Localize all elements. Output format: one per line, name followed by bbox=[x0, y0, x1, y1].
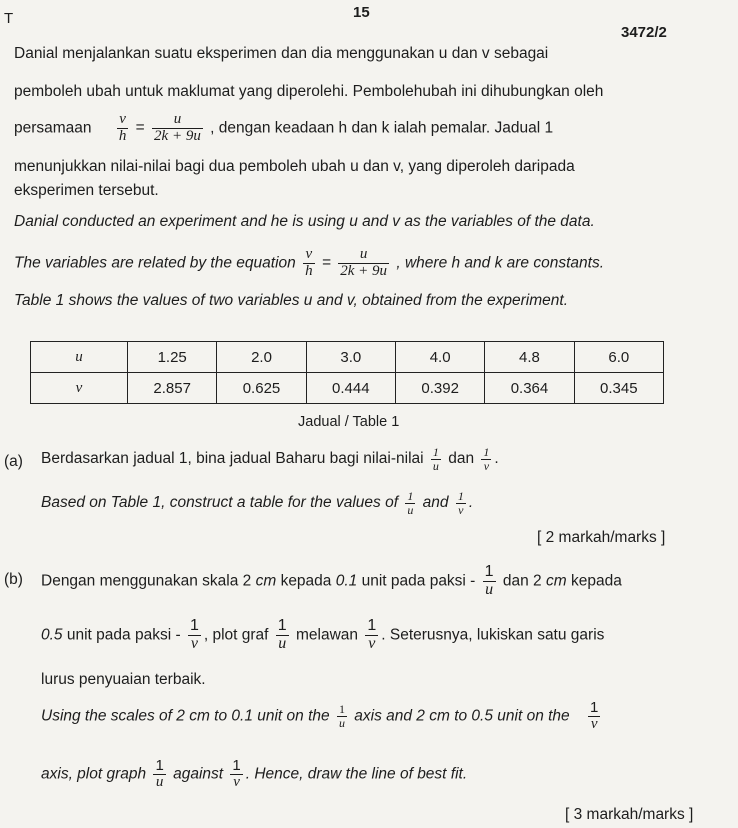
table-cell-label-v: v bbox=[31, 373, 128, 404]
intro-en-line2 bbox=[14, 247, 604, 280]
intro-en-line2-a: The variables are related by the equation bbox=[14, 254, 296, 272]
part-b-ms1-a: Dengan menggunakan skala 2 bbox=[41, 572, 252, 590]
corner-mark: T bbox=[4, 10, 14, 27]
part-b-en1-a: Using the scales of 2 cm to 0.1 unit on the bbox=[41, 707, 330, 725]
part-b-en-line2 bbox=[41, 758, 467, 791]
table-row-u bbox=[31, 342, 664, 373]
part-a-en-text: Based on Table 1, construct a table for the values of bbox=[41, 494, 399, 512]
table-cell: 2.857 bbox=[128, 373, 217, 404]
intro-ms-line2: pemboleh ubah untuk maklumat yang diperolehi. Pembolehubah ini dihubungkan oleh bbox=[14, 83, 604, 100]
intro-ms-line5: eksperimen tersebut. bbox=[14, 182, 159, 199]
frac-1-over-u: $\frac{1}{u}$ bbox=[407, 489, 414, 517]
part-b-ms1-b: kepada bbox=[280, 572, 332, 590]
part-b-ms-line3: lurus penyuaian terbaik. bbox=[41, 671, 206, 688]
paper-code: 3472/2 bbox=[621, 24, 667, 41]
table-cell: 3.0 bbox=[306, 342, 395, 373]
eq-en-rhs-num: u bbox=[338, 247, 389, 264]
equation-ms bbox=[114, 111, 210, 144]
data-table bbox=[30, 341, 664, 404]
part-b-ms2-a: 0.5 bbox=[41, 626, 63, 644]
table-cell: 0.345 bbox=[574, 373, 663, 404]
part-b-en2-a: axis, plot graph bbox=[41, 765, 147, 783]
part-b-ms2-e: . Seterusnya, lukiskan satu garis bbox=[381, 626, 605, 644]
frac-1-over-v: $\frac{1}{v}$ bbox=[367, 617, 377, 652]
eq-lhs-num: v bbox=[117, 112, 129, 129]
table-cell-label-u: u bbox=[31, 342, 128, 373]
intro-ms-line1: Danial menjalankan suatu eksperimen dan dia menggunakan u dan v sebagai bbox=[14, 45, 549, 62]
table-cell: 0.392 bbox=[395, 373, 484, 404]
part-a-en-period: . bbox=[468, 494, 474, 512]
eq-lhs-den: h bbox=[118, 127, 127, 144]
part-b-ms-line1 bbox=[41, 564, 622, 599]
eq-en-lhs-num: v bbox=[303, 247, 315, 264]
table-cell: 4.0 bbox=[395, 342, 484, 373]
page-number: 15 bbox=[353, 4, 370, 21]
intro-ms-line3-a: persamaan bbox=[14, 119, 92, 137]
part-a-en bbox=[41, 490, 473, 516]
eq-rhs-num: u bbox=[152, 112, 203, 129]
frac-1-over-u: $\frac{1}{u}$ bbox=[277, 617, 287, 652]
intro-en-line1: Danial conducted an experiment and he is using u and v as the variables of the data. bbox=[14, 213, 595, 230]
table-cell: 0.444 bbox=[306, 373, 395, 404]
part-b-en1-b: axis and 2 cm to 0.5 unit on the bbox=[354, 707, 570, 725]
table-cell: 2.0 bbox=[217, 342, 306, 373]
part-b-ms2-b: unit pada paksi - bbox=[66, 626, 181, 644]
part-a-ms-text: Berdasarkan jadual 1, bina jadual Baharu bagi nilai-nilai bbox=[41, 450, 424, 468]
table-cell: 0.625 bbox=[217, 373, 306, 404]
part-a-ms-dan: dan bbox=[448, 450, 475, 468]
part-b-ms2-c: , plot graf bbox=[203, 626, 269, 644]
part-b-en2-c: . Hence, draw the line of best fit. bbox=[245, 765, 468, 783]
part-a-marks: [ 2 markah/marks ] bbox=[537, 529, 666, 546]
part-a-label: (a) bbox=[4, 453, 23, 470]
frac-1-over-u: $\frac{1}{u}$ bbox=[155, 757, 164, 790]
part-b-en2-b: against bbox=[173, 765, 224, 783]
part-b-ms1-f: cm bbox=[546, 572, 567, 590]
part-b-ms2-d: melawan bbox=[296, 626, 359, 644]
part-b-label: (b) bbox=[4, 571, 23, 588]
table-caption: Jadual / Table 1 bbox=[298, 414, 400, 430]
part-b-ms1-d: unit pada paksi - bbox=[361, 572, 476, 590]
part-b-ms1-cm: cm bbox=[255, 572, 277, 590]
intro-ms-line3 bbox=[14, 112, 553, 145]
table-cell: 1.25 bbox=[128, 342, 217, 373]
eq-en-lhs-den: h bbox=[305, 262, 313, 279]
table-cell: 4.8 bbox=[485, 342, 574, 373]
part-b-en-line1 bbox=[41, 700, 603, 733]
eq-equals: = bbox=[135, 119, 145, 137]
frac-1-over-v: $\frac{1}{v}$ bbox=[590, 699, 599, 732]
intro-en-line3: Table 1 shows the values of two variables u and v, obtained from the experiment. bbox=[14, 292, 569, 309]
table-row-v bbox=[31, 373, 664, 404]
eq-rhs-den: 2k + 9u bbox=[154, 127, 201, 144]
part-b-ms-line2 bbox=[41, 618, 604, 653]
frac-1-over-u: $\frac{1}{u}$ bbox=[338, 702, 345, 730]
intro-en-line2-b: , where h and k are constants. bbox=[396, 254, 605, 272]
part-b-ms1-g: kepada bbox=[570, 572, 622, 590]
eq-en-rhs-den: 2k + 9u bbox=[340, 262, 388, 279]
frac-1-over-v: $\frac{1}{v}$ bbox=[232, 757, 241, 790]
part-a-ms-period: . bbox=[494, 450, 499, 468]
frac-1-over-u: $\frac{1}{u}$ bbox=[484, 563, 494, 598]
part-a-ms bbox=[41, 446, 499, 472]
eq-en-equals: = bbox=[321, 254, 331, 272]
part-a-en-and: and bbox=[422, 494, 449, 512]
frac-1-over-v: $\frac{1}{v}$ bbox=[457, 489, 464, 517]
part-b-ms1-c: 0.1 bbox=[335, 572, 358, 590]
equation-en bbox=[300, 246, 396, 279]
frac-1-over-u: $\frac{1}{u}$ bbox=[432, 445, 439, 473]
intro-ms-line4: menunjukkan nilai-nilai bagi dua pemboleh ubah u dan v, yang diperoleh daripada bbox=[14, 158, 575, 175]
intro-ms-line3-b: , dengan keadaan h dan k ialah pemalar. Jadual 1 bbox=[210, 119, 554, 137]
frac-1-over-v: $\frac{1}{v}$ bbox=[483, 445, 490, 473]
frac-1-over-v: $\frac{1}{v}$ bbox=[189, 617, 199, 652]
part-b-ms1-e: dan 2 bbox=[502, 572, 542, 590]
table-cell: 6.0 bbox=[574, 342, 663, 373]
part-b-marks: [ 3 markah/marks ] bbox=[565, 806, 694, 823]
table-cell: 0.364 bbox=[485, 373, 574, 404]
